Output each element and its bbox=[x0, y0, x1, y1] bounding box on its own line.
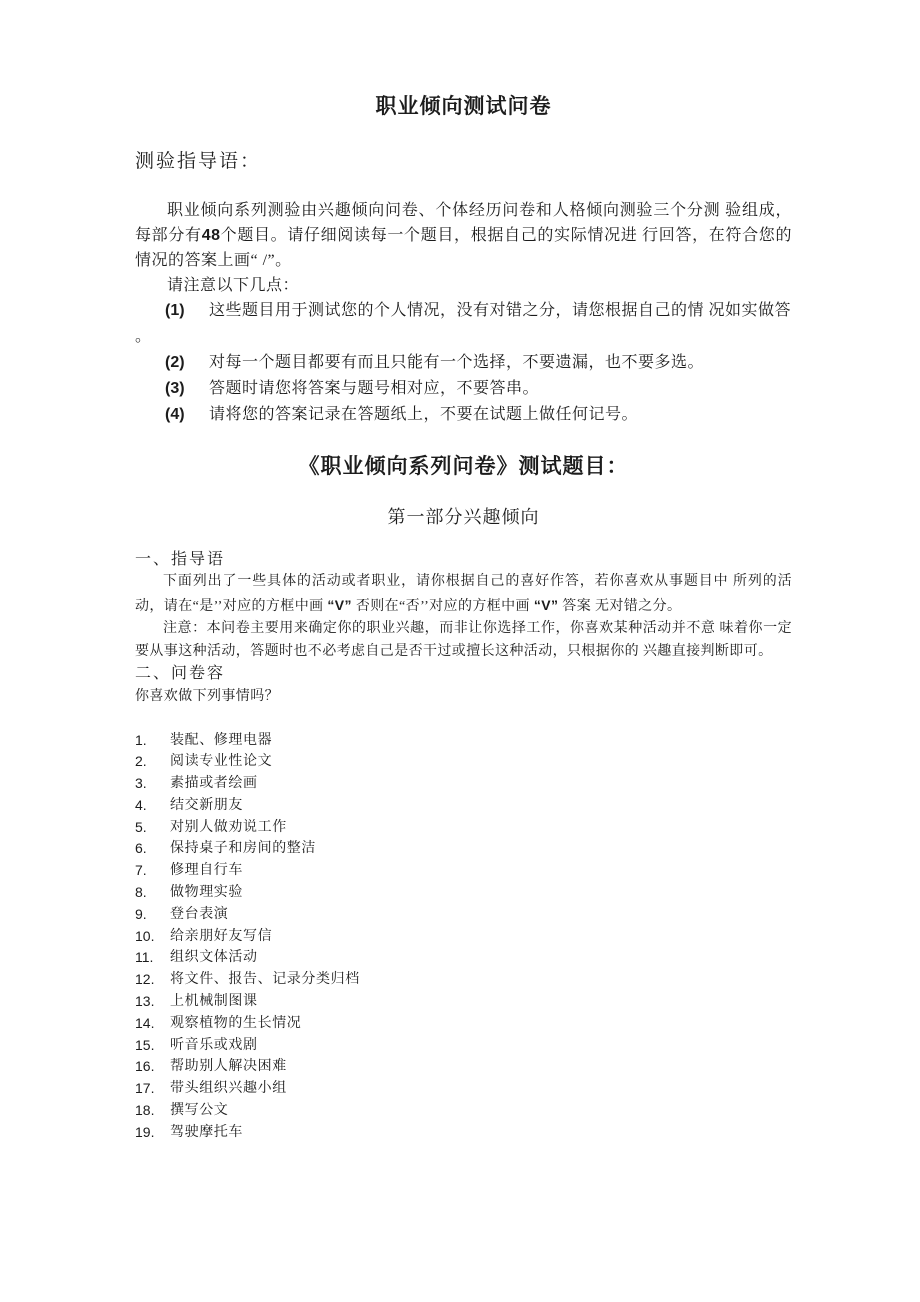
question-row-7 bbox=[135, 860, 792, 882]
question-number-17: 17. bbox=[135, 1080, 155, 1097]
guide-text-2: 否则在“否’’对应的方框中画 bbox=[351, 598, 534, 614]
guide-text-3: 答案 无对错之分。 bbox=[558, 598, 682, 614]
question-text-12: 将文件、报告、记录分类归档 bbox=[170, 972, 360, 988]
question-row-14 bbox=[135, 1013, 792, 1035]
question-number-9: 9. bbox=[135, 905, 147, 922]
note-number-1: (1) bbox=[165, 302, 185, 319]
note-text-4: 请将您的答案记录在答题纸上，不要在试题上做任何记号。 bbox=[209, 406, 639, 423]
question-text-7: 修理自行车 bbox=[170, 863, 243, 879]
question-intro: 你喜欢做下列事情吗？ bbox=[135, 688, 279, 704]
question-row-8 bbox=[135, 882, 792, 904]
question-text-13: 上机械制图课 bbox=[170, 994, 258, 1010]
question-list bbox=[135, 730, 792, 1144]
question-text-18: 撰写公文 bbox=[170, 1103, 229, 1119]
question-number-16: 16. bbox=[135, 1058, 155, 1075]
question-text-8: 做物理实验 bbox=[170, 885, 243, 901]
question-number-1: 1. bbox=[135, 731, 147, 748]
question-row-12 bbox=[135, 969, 792, 991]
question-text-14: 观察植物的生长情况 bbox=[170, 1015, 302, 1031]
question-number-11: 11. bbox=[135, 949, 154, 966]
question-text-5: 对别人做劝说工作 bbox=[170, 819, 287, 835]
part-one-title: 第一部分兴趣倾向 bbox=[387, 507, 540, 527]
question-number-5: 5. bbox=[135, 818, 147, 835]
guide-text-1: 下面列出了一些具体的活动或者职业，请你根据自己的喜好作答，若你喜欢从事题目中 所列的活动，请在“是’’对应的方框中画 bbox=[135, 574, 792, 614]
question-number-10: 10. bbox=[135, 927, 155, 944]
intro-text-1: 职业倾向系列测验由兴趣倾向问卷、个体经历问卷和人格倾向测验三个分测 验组成，每部分有 bbox=[135, 202, 792, 244]
question-row-9 bbox=[135, 904, 792, 926]
question-row-10 bbox=[135, 926, 792, 948]
guide-paragraph bbox=[135, 571, 792, 618]
question-number-13: 13. bbox=[135, 993, 155, 1010]
note-text-3: 答题时请您将答案与题号相对应，不要答串。 bbox=[209, 380, 540, 397]
question-number-4: 4. bbox=[135, 796, 147, 813]
question-row-17 bbox=[135, 1078, 792, 1100]
question-row-11 bbox=[135, 947, 792, 969]
guide-heading: 一、指导语 bbox=[135, 551, 226, 568]
question-number-19: 19. bbox=[135, 1123, 155, 1140]
note-item-3 bbox=[165, 376, 792, 402]
question-text-15: 听音乐或戏剧 bbox=[170, 1037, 258, 1053]
question-text-1: 装配、修理电器 bbox=[170, 732, 273, 748]
question-row-3 bbox=[135, 773, 792, 795]
question-row-18 bbox=[135, 1100, 792, 1122]
question-number-18: 18. bbox=[135, 1102, 155, 1119]
question-text-4: 结交新朋友 bbox=[170, 797, 243, 813]
intro-bold-48: 48 bbox=[201, 227, 221, 244]
guide-bold-v-1: “V” bbox=[327, 596, 352, 613]
question-number-8: 8. bbox=[135, 884, 147, 901]
question-row-2 bbox=[135, 751, 792, 773]
note-item-4 bbox=[165, 402, 792, 428]
instructions-heading: 测验指导语： bbox=[135, 151, 262, 172]
question-text-16: 帮助别人解决困难 bbox=[170, 1059, 287, 1075]
question-row-6 bbox=[135, 838, 792, 860]
intro-paragraph bbox=[135, 198, 792, 273]
question-number-6: 6. bbox=[135, 840, 147, 857]
notice-paragraph bbox=[135, 618, 792, 663]
note-number-4: (4) bbox=[165, 406, 185, 423]
note-number-2: (2) bbox=[165, 354, 185, 371]
question-row-1 bbox=[135, 730, 792, 752]
note-item-2 bbox=[165, 350, 792, 376]
content-heading: 二、问卷容 bbox=[135, 665, 226, 682]
question-number-3: 3. bbox=[135, 775, 147, 792]
question-number-12: 12. bbox=[135, 971, 155, 988]
question-row-15 bbox=[135, 1035, 792, 1057]
note-number-3: (3) bbox=[165, 380, 185, 397]
question-number-2: 2. bbox=[135, 753, 147, 770]
question-row-16 bbox=[135, 1056, 792, 1078]
question-text-2: 阅读专业性论文 bbox=[170, 754, 273, 770]
guide-bold-v-2: “V” bbox=[533, 596, 559, 613]
question-text-10: 给亲朋好友写信 bbox=[170, 928, 273, 944]
document-title: 职业倾向测试问卷 bbox=[375, 94, 552, 118]
note-intro-line: 请注意以下几点： bbox=[167, 277, 300, 294]
question-text-6: 保持桌子和房间的整洁 bbox=[170, 841, 316, 857]
question-row-4 bbox=[135, 795, 792, 817]
question-text-11: 组织文体活动 bbox=[170, 950, 258, 966]
note-text-1: 这些题目用于测试您的个人情况，没有对错之分，请您根据自己的情 况如实做答 bbox=[209, 302, 792, 319]
question-number-15: 15. bbox=[135, 1036, 155, 1053]
question-row-19 bbox=[135, 1122, 792, 1144]
notice-text: 本问卷主要用来确定你的职业兴趣，而非让你选择工作，你喜欢某种活动并不意 味着你一定要从事这种活动，答题时也不必考虑自己是否干过或擅长这种活动，只根据你的 兴趣直接判断即可。 bbox=[135, 621, 793, 659]
question-row-13 bbox=[135, 991, 792, 1013]
question-number-14: 14. bbox=[135, 1014, 155, 1031]
intro-text-2: 个题目。请仔细阅读每一个题目，根据自己的实际情况进 行回答，在符合您的情况的答案上画“ /”。 bbox=[135, 227, 792, 269]
note-item-1 bbox=[165, 298, 792, 324]
note-text-2: 对每一个题目都要有而且只能有一个选择，不要遗漏，也不要多选。 bbox=[209, 354, 705, 371]
question-text-3: 素描或者绘画 bbox=[170, 776, 258, 792]
notice-label: 注意： bbox=[163, 621, 207, 636]
question-text-19: 驾驶摩托车 bbox=[170, 1124, 243, 1140]
question-row-5 bbox=[135, 817, 792, 839]
note-1-continuation: 。 bbox=[135, 328, 152, 345]
question-number-7: 7. bbox=[135, 862, 147, 879]
question-text-17: 带头组织兴趣小组 bbox=[170, 1081, 287, 1097]
question-text-9: 登台表演 bbox=[170, 906, 229, 922]
questionnaire-section-title: 《职业倾向系列问卷》测试题目： bbox=[298, 454, 629, 478]
